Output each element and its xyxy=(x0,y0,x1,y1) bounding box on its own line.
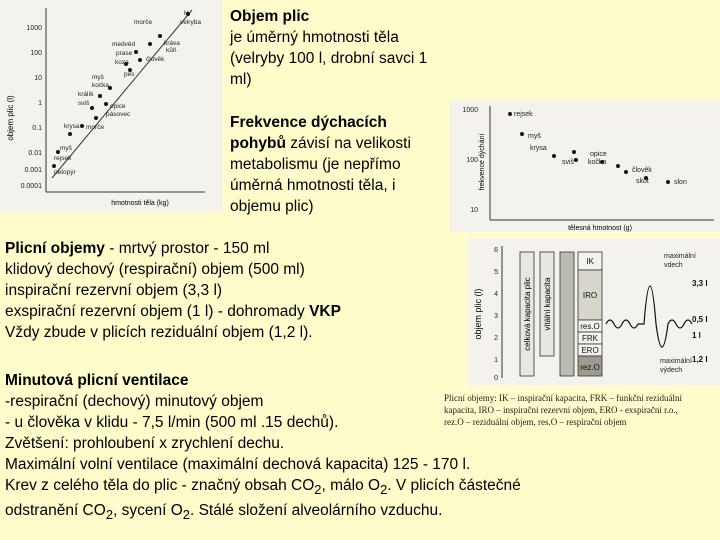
y-tick: 0.01 xyxy=(28,150,42,157)
animal-label: slon xyxy=(674,179,687,186)
ventilation-line: Zvětšení: prohloubení x zrychlení dechu. xyxy=(5,435,285,452)
animal-label: kočka xyxy=(588,159,607,166)
ventilation-line: -respirační (dechový) minutový objem xyxy=(5,393,264,410)
breathing-text: úměrná hmotnosti těla, i xyxy=(230,177,396,194)
y-tick: 2 xyxy=(494,335,498,342)
lung-volume-figure xyxy=(0,0,222,212)
volumes-line: inspirační rezervní objem (3,3 l) xyxy=(5,282,223,299)
co2-removal-line: odstranění $CO_2$, sycení $O_2$. Stálé složení alveolárního vzduchu. xyxy=(5,502,443,523)
regression-line xyxy=(52,10,192,178)
x-axis-label: hmotnosti těla (kg) xyxy=(111,200,169,207)
y-tick: 0.1 xyxy=(32,125,42,132)
y-tick: 3 xyxy=(494,313,498,320)
breathing-frequency-figure xyxy=(450,100,720,232)
vkp-label: VKP xyxy=(309,303,341,320)
volume-box-label: ERO xyxy=(581,346,599,355)
caption-line: Plicní objemy: IK – inspirační kapacita, FRK – funkční reziduální xyxy=(444,393,682,403)
lung-volume-line: (velryby 100 l, drobní savci 1 xyxy=(230,50,428,67)
breathing-text: objemu plic) xyxy=(230,198,314,215)
animal-label: rejsek xyxy=(514,111,533,118)
max-expiration-label: výdech xyxy=(660,367,683,374)
ventilation-heading: Minutová plicní ventilace xyxy=(5,372,189,389)
animal-label: rejsek xyxy=(54,155,72,162)
y-tick: 5 xyxy=(494,269,498,276)
animal-label: medvěd xyxy=(112,41,136,48)
ventilation-line: - u člověka v klidu - 7,5 l/min (500 ml .15 dechů). xyxy=(5,414,339,431)
animal-label: sviš xyxy=(562,159,575,166)
animal-label: sviš xyxy=(78,100,90,107)
y-tick: 1 xyxy=(38,100,42,107)
breathing-heading-line: pohybů xyxy=(230,135,286,152)
lung-volume-heading: Objem plic xyxy=(230,8,310,25)
breathing-text: závisí na velikosti xyxy=(290,135,411,152)
y-axis-label: objem plic (l) xyxy=(473,288,483,340)
animal-label: kočka xyxy=(92,82,109,89)
animal-label: prase xyxy=(116,50,133,57)
ventilation-line: Maximální volní ventilace (maximální dechová kapacita) 125 - 170 l. xyxy=(5,456,471,473)
caption-line: rez.O – reziduální objem, res.O – respirační objem xyxy=(444,417,627,427)
animal-label: H xyxy=(184,10,189,17)
max-inspiration-label: vdech xyxy=(664,262,683,269)
volumes-line: exspirační rezervní objem (1 l) - dohromady xyxy=(5,303,310,320)
y-tick: 0.001 xyxy=(24,167,42,174)
spirogram-figure xyxy=(468,238,720,386)
blood-co2-line: Krev z celého těla do plic - značný obsah $CO_2$, málo $O_2$. V plicích částečné xyxy=(5,477,521,498)
y-tick: 0 xyxy=(494,375,498,382)
y-tick: 0.0001 xyxy=(20,183,42,190)
y-axis-label: objem plic (l) xyxy=(6,95,15,141)
max-expiration-label: maximální xyxy=(660,358,692,365)
volume-box-label: IRO xyxy=(582,291,598,300)
volume-box-label: FRK xyxy=(582,334,598,343)
lung-volumes-heading: Plicní objemy xyxy=(5,240,105,257)
y-tick: 100 xyxy=(466,157,478,164)
volume-value: 0,5 l xyxy=(692,315,708,324)
animal-label: velryba xyxy=(180,19,201,26)
ventilation-block xyxy=(5,370,720,525)
animal-label: kráva xyxy=(164,40,180,47)
breathing-text: metabolismu (je nepřímo xyxy=(230,156,401,173)
animal-label: krysa xyxy=(530,145,547,152)
volume-value: 1 l xyxy=(692,331,701,340)
lung-volume-line: ml) xyxy=(230,71,252,88)
y-tick: 10 xyxy=(470,207,478,214)
y-tick: 4 xyxy=(494,291,498,298)
volume-box-label: IK xyxy=(586,257,594,266)
lung-volume-line: je úměrný hmotnosti těla xyxy=(230,29,399,46)
animal-label: myš xyxy=(60,145,72,152)
y-tick: 10 xyxy=(34,75,42,82)
animal-label: člověk xyxy=(632,167,652,174)
volume-box-label: rez.O xyxy=(580,363,600,372)
animal-label: opice xyxy=(590,151,607,158)
caption-line: kapacita, IRO – inspirační rezervní objem, ERO - exspirační r.o., xyxy=(444,405,678,415)
dead-space-text: - mrtvý prostor - 150 ml xyxy=(104,240,270,257)
volume-value: 3,3 l xyxy=(692,279,708,288)
lung-volume-block xyxy=(230,6,462,90)
animal-label: myš xyxy=(92,74,104,81)
breathing-frequency-block xyxy=(230,112,450,217)
animal-label: králík xyxy=(78,91,94,98)
max-inspiration-label: maximální xyxy=(664,253,696,260)
animal-label: kůň xyxy=(166,47,177,54)
y-tick: 6 xyxy=(494,247,498,254)
animal-label: skot xyxy=(636,178,649,185)
total-capacity-label: celková kapacita plic xyxy=(523,277,532,351)
animal-label: koza xyxy=(115,59,129,66)
y-tick: 1000 xyxy=(462,107,478,114)
vital-capacity-label: vitální kapacita xyxy=(543,277,552,331)
spirogram-trace xyxy=(606,286,692,347)
breathing-heading-line: Frekvence dýchacích xyxy=(230,114,387,131)
volumes-line: Vždy zbude v plicích reziduální objem (1,2 l). xyxy=(5,324,313,341)
x-axis-label: tělesná hmotnost (g) xyxy=(568,225,632,232)
animal-label: myš xyxy=(528,133,541,140)
lung-volumes-block xyxy=(5,238,465,343)
y-tick: 1 xyxy=(494,357,498,364)
volume-box-label: res.O xyxy=(580,322,600,331)
animal-label: krysa xyxy=(64,123,80,130)
animal-label: pes xyxy=(124,71,135,78)
y-tick: 1000 xyxy=(26,25,42,32)
animal-label: netopýr xyxy=(54,169,76,176)
y-tick: 100 xyxy=(30,50,42,57)
animal-label: pásovec xyxy=(106,111,131,118)
animal-label: morče xyxy=(86,124,105,131)
animal-label: morče xyxy=(134,19,153,26)
animal-label: opice xyxy=(110,103,126,110)
y-axis-label: frekvence dýchání xyxy=(479,133,486,191)
volumes-line: klidový dechový (respirační) objem (500 ml) xyxy=(5,261,305,278)
animal-label: člověk xyxy=(146,56,165,63)
volume-value: 1,2 l xyxy=(692,355,708,364)
